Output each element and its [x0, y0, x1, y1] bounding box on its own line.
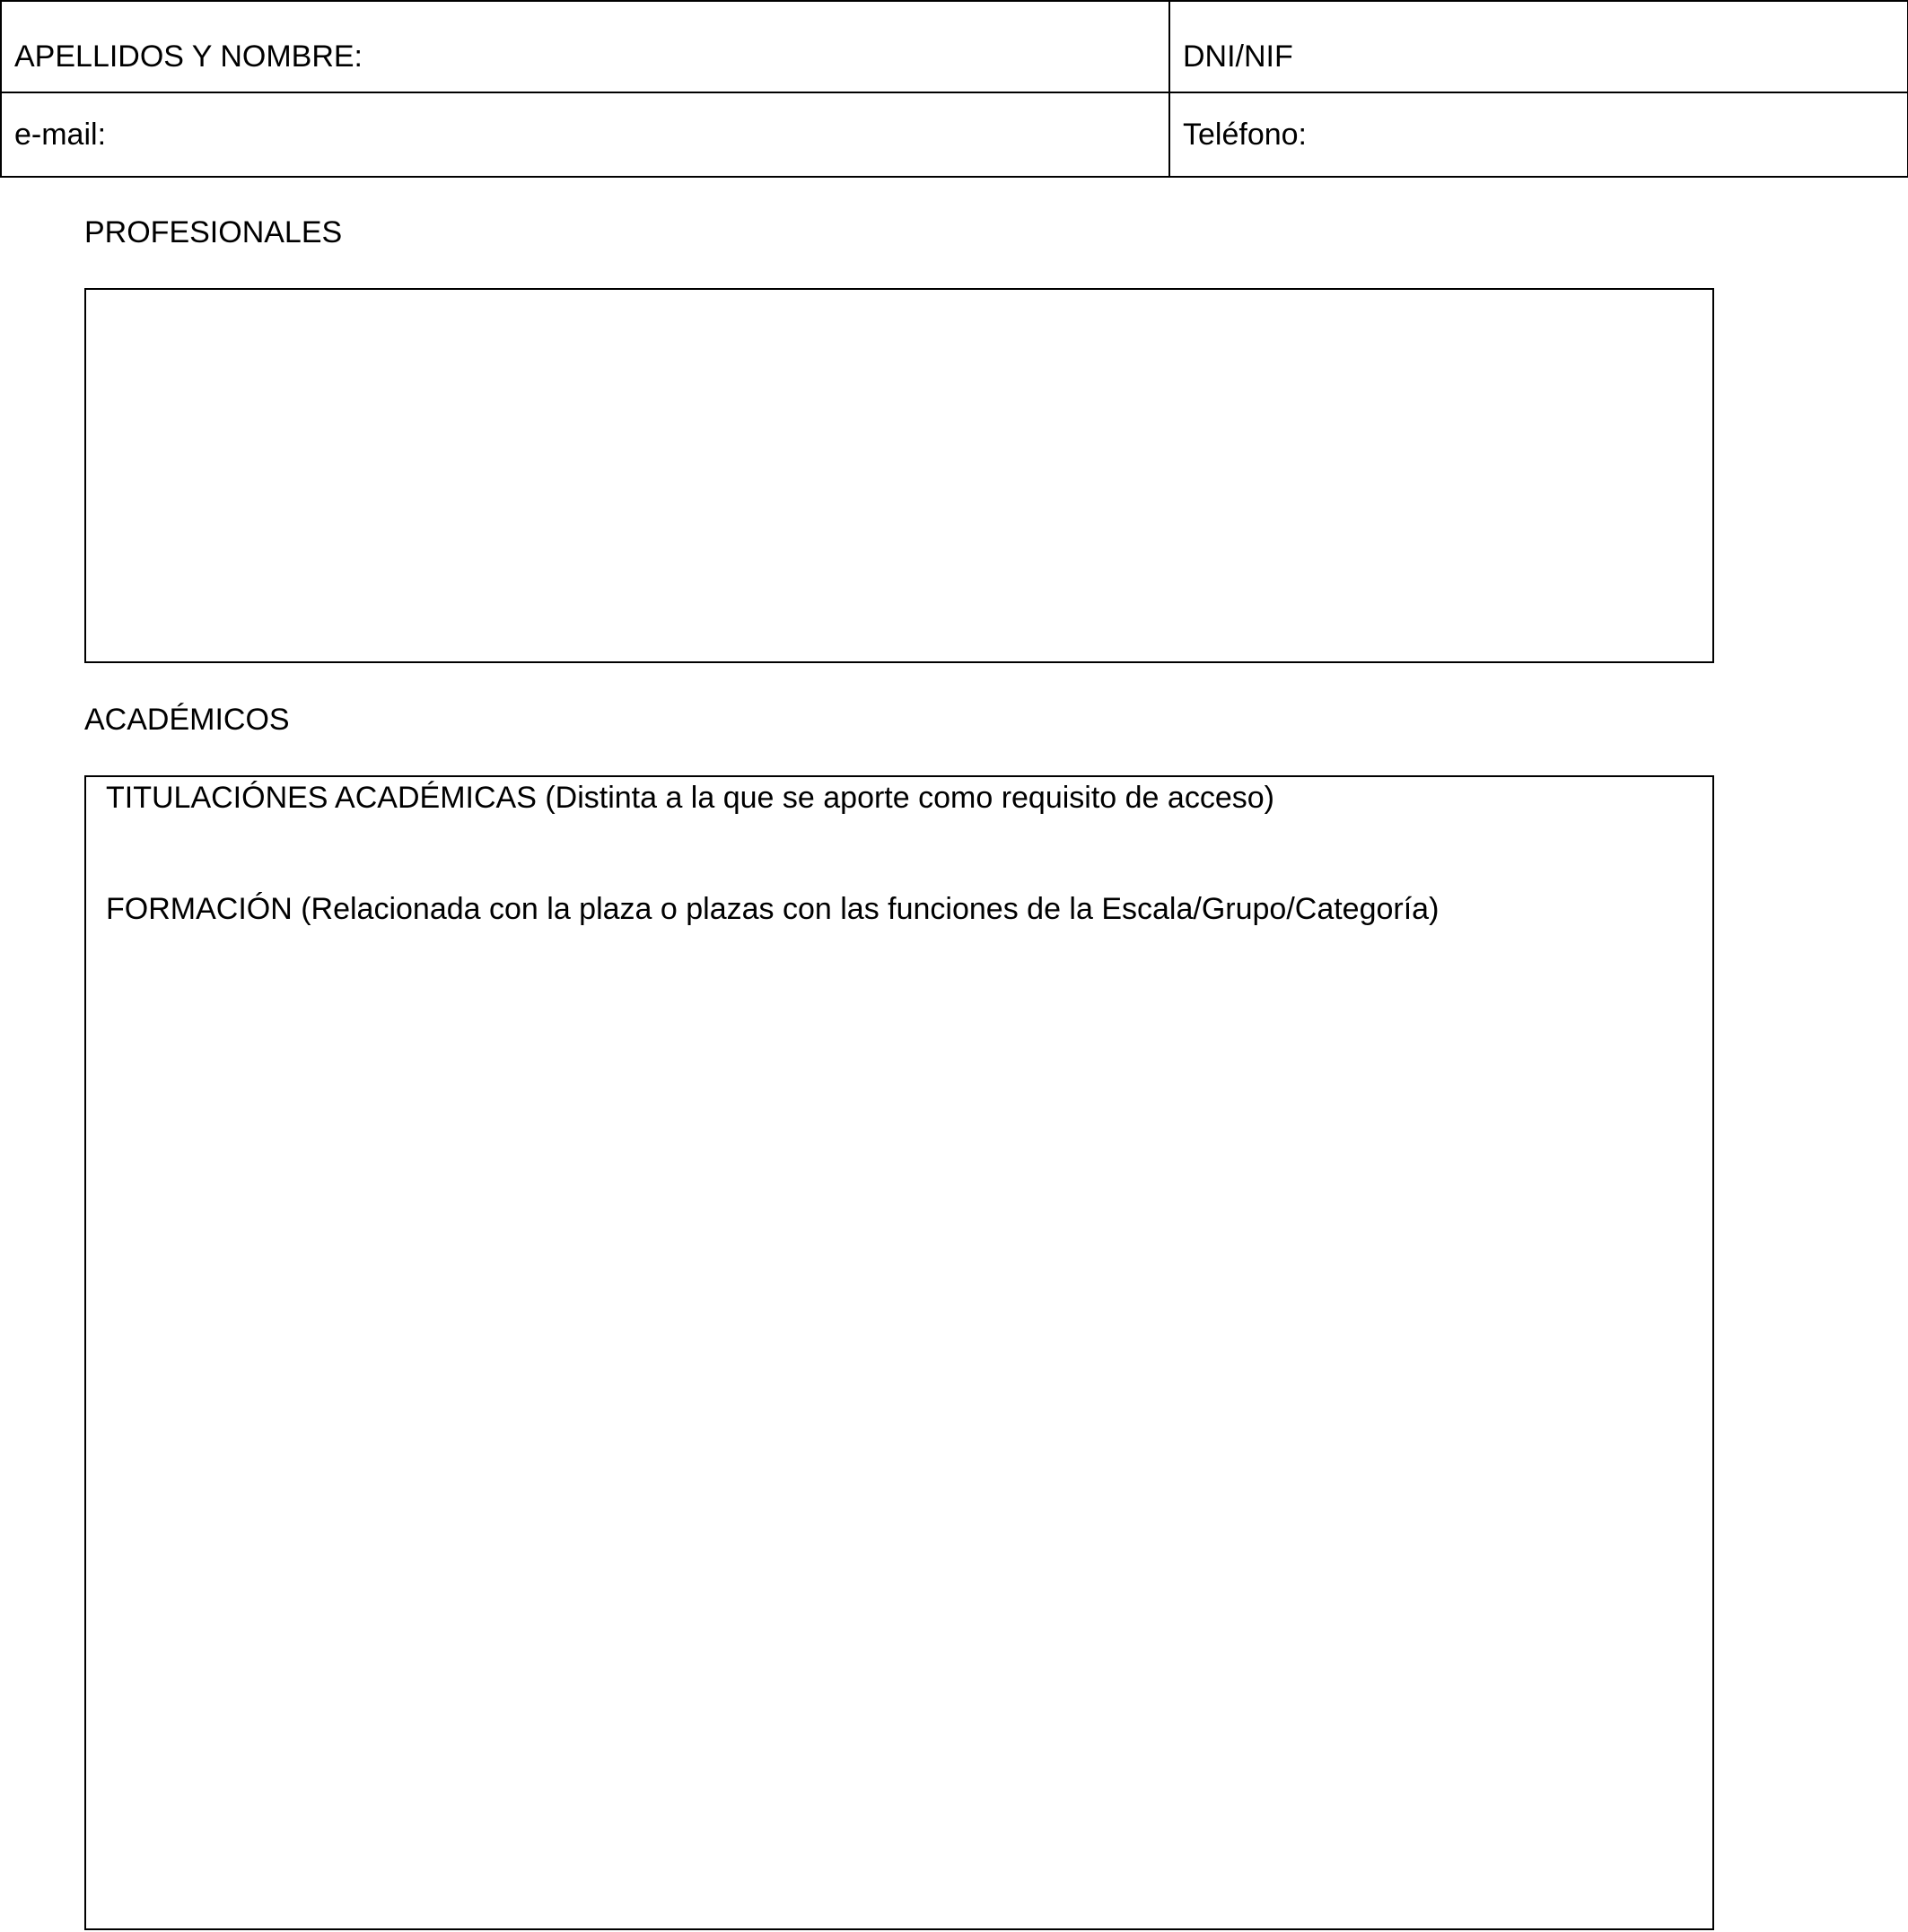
email-label: e-mail:: [14, 117, 107, 152]
dni-field[interactable]: [1169, 1, 1908, 92]
name-field[interactable]: [1, 1, 1169, 92]
profesionales-box[interactable]: [84, 288, 1714, 663]
academicos-box[interactable]: [84, 775, 1714, 1930]
name-label: APELLIDOS Y NOMBRE:: [14, 39, 363, 74]
section-title-profesionales: PROFESIONALES: [84, 215, 343, 249]
section-title-academicos: ACADÉMICOS: [84, 703, 290, 737]
personal-data-table: [0, 0, 1908, 178]
formacion-label: FORMACIÓN (Relacionada con la plaza o plazas con las funciones de la Escala/Grupo/Categoría): [106, 892, 1440, 926]
phone-label: Teléfono:: [1183, 117, 1307, 152]
table-row: [1, 92, 1908, 177]
email-field[interactable]: [1, 92, 1169, 177]
table-row: [1, 1, 1908, 92]
phone-field[interactable]: [1169, 92, 1908, 177]
titulaciones-label: TITULACIÓNES ACADÉMICAS (Distinta a la que se aporte como requisito de acceso): [106, 781, 1274, 815]
dni-label: DNI/NIF: [1183, 39, 1293, 74]
